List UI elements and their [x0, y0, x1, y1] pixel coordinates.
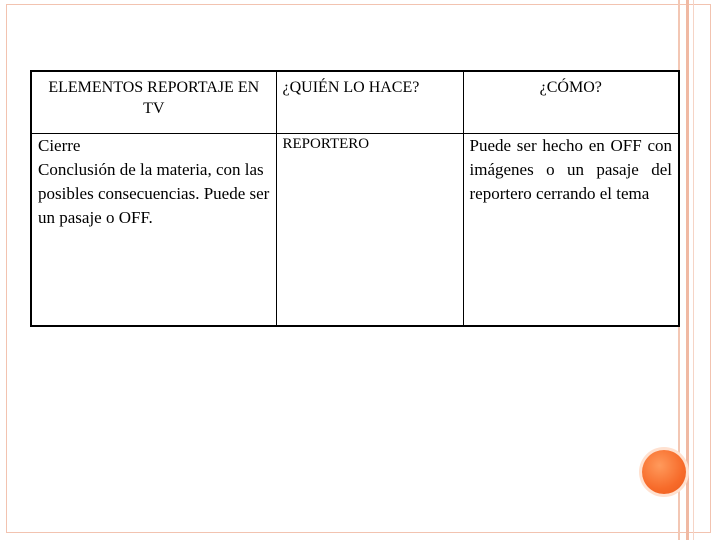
header-como: ¿CÓMO? — [463, 71, 679, 134]
element-title: Cierre — [38, 136, 81, 155]
reportaje-table — [30, 70, 680, 327]
table-header-row — [31, 71, 679, 134]
cell-quien: REPORTERO — [276, 134, 463, 327]
cell-elemento — [31, 134, 276, 327]
decorative-stripe — [686, 0, 689, 540]
cell-como: Puede ser hecho en OFF con imágenes o un pasaje del reportero cerrando el tema — [463, 134, 679, 327]
decorative-orange-circle — [642, 450, 686, 494]
element-description: Conclusión de la materia, con las posibles consecuencias. Puede ser un pasaje o OFF. — [38, 160, 270, 227]
header-quien: ¿QUIÉN LO HACE? — [276, 71, 463, 134]
table-row — [31, 134, 679, 327]
header-elementos: ELEMENTOS REPORTAJE EN TV — [31, 71, 276, 134]
decorative-stripe — [693, 0, 694, 540]
